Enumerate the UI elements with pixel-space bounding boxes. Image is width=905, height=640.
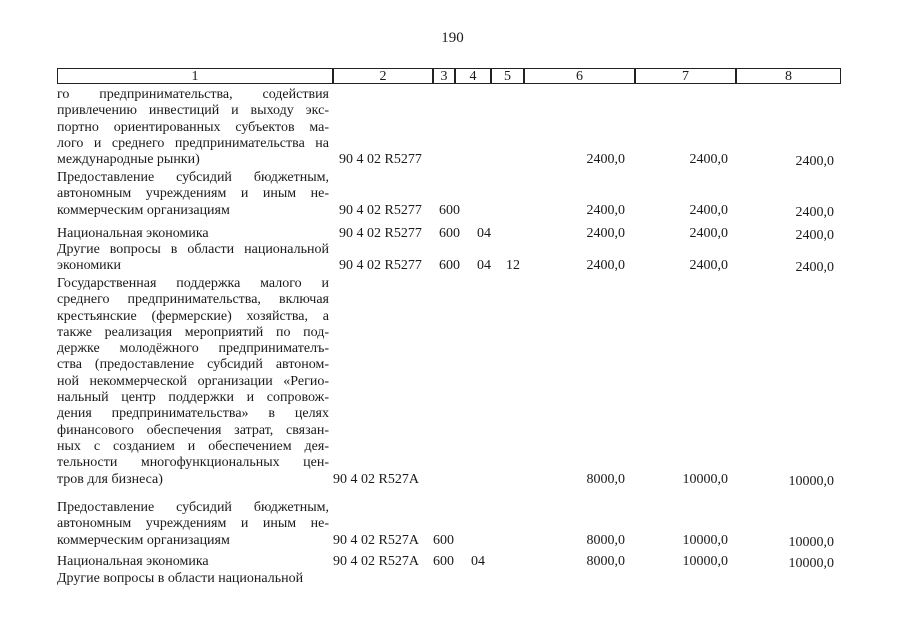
- amount-v8: 2400,0: [795, 204, 834, 220]
- amount-v6: 2400,0: [586, 258, 625, 274]
- header-cell-3: 3: [433, 68, 455, 84]
- amount-v7: 10000,0: [682, 471, 728, 487]
- description-line: ства (предоставление субсидий автоном-: [57, 357, 329, 373]
- target-code: 90 4 02 R527A: [333, 532, 419, 548]
- target-code: 90 4 02 R527A: [333, 471, 419, 487]
- amount-v7: 2400,0: [689, 258, 728, 274]
- description-line: ных с созданием и обеспечением дея-: [57, 438, 329, 454]
- code-c4: 04: [471, 554, 485, 569]
- row-description: [57, 571, 329, 587]
- code-c3: 600: [433, 532, 454, 548]
- row-description: [57, 554, 329, 570]
- amount-v7: 10000,0: [682, 532, 728, 548]
- description-line: Национальная экономика: [57, 554, 209, 569]
- row-description: [57, 226, 329, 242]
- description-line: крестьянские (фермерские) хозяйства, а: [57, 308, 329, 324]
- amount-v8: 2400,0: [795, 228, 834, 243]
- description-line: международные рынки): [57, 152, 200, 168]
- target-code: 90 4 02 R5277: [339, 202, 422, 218]
- description-line: Предоставление субсидий бюджетным,: [57, 500, 329, 515]
- target-code: 90 4 02 R5277: [339, 258, 422, 274]
- code-c4: 04: [477, 226, 491, 241]
- amount-v8: 10000,0: [788, 534, 834, 550]
- header-cell-8: 8: [736, 68, 841, 84]
- code-c3: 600: [439, 202, 460, 218]
- amount-v6: 8000,0: [586, 471, 625, 487]
- description-line: коммерческим организациям: [57, 202, 230, 218]
- amount-v6: 8000,0: [586, 554, 625, 569]
- description-line: го предпринимательства, содействия: [57, 87, 329, 102]
- row-description: [57, 276, 329, 488]
- description-line: Национальная экономика: [57, 226, 209, 241]
- header-cell-5: 5: [491, 68, 524, 84]
- row-description: [57, 242, 329, 275]
- row-description: [57, 500, 329, 549]
- amount-v8: 10000,0: [788, 556, 834, 571]
- description-line: автономным учреждениям и иным не-: [57, 516, 329, 532]
- header-cell-2: 2: [333, 68, 433, 84]
- target-code: 90 4 02 R527A: [333, 554, 419, 569]
- description-line: держке молодёжного предпринимателъ-: [57, 341, 329, 357]
- description-line: нальный центр поддержки и сопровож-: [57, 390, 329, 406]
- description-line: финансового обеспечения затрат, связан-: [57, 422, 329, 438]
- amount-v8: 10000,0: [788, 473, 834, 489]
- code-c4: 04: [477, 258, 491, 274]
- description-line: Другие вопросы в области национальной: [57, 571, 304, 586]
- target-code: 90 4 02 R5277: [339, 226, 422, 241]
- description-line: экономики: [57, 258, 121, 274]
- amount-v8: 2400,0: [795, 154, 834, 170]
- description-line: среднего предпринимательства, включая: [57, 292, 329, 308]
- amount-v6: 2400,0: [586, 202, 625, 218]
- row-description: [57, 87, 329, 168]
- code-c3: 600: [439, 258, 460, 274]
- description-line: автономным учреждениям и иным не-: [57, 186, 329, 202]
- page-number: 190: [441, 30, 464, 46]
- header-cell-4: 4: [455, 68, 491, 84]
- description-line: коммерческим организациям: [57, 532, 230, 548]
- description-line: портно ориентированных субъектов ма-: [57, 119, 329, 135]
- description-line: тров для бизнеса): [57, 471, 163, 487]
- header-cell-7: 7: [635, 68, 736, 84]
- description-line: также реализация мероприятий по под-: [57, 324, 329, 340]
- description-line: Другие вопросы в области национальной: [57, 242, 329, 257]
- description-line: дения предпринимательства» в целях: [57, 406, 329, 422]
- amount-v6: 8000,0: [586, 532, 625, 548]
- row-description: [57, 170, 329, 219]
- description-line: тельности многофункциональных цен-: [57, 455, 329, 471]
- description-line: Предоставление субсидий бюджетным,: [57, 170, 329, 185]
- description-line: Государственная поддержка малого и: [57, 276, 329, 291]
- amount-v7: 2400,0: [689, 226, 728, 241]
- description-line: привлечению инвестиций и выходу экс-: [57, 103, 329, 119]
- code-c5: 12: [506, 258, 520, 274]
- amount-v7: 2400,0: [689, 152, 728, 168]
- header-cell-6: 6: [524, 68, 635, 84]
- code-c3: 600: [439, 226, 460, 241]
- description-line: лого и среднего предпринимательства на: [57, 135, 329, 151]
- amount-v8: 2400,0: [795, 260, 834, 276]
- amount-v6: 2400,0: [586, 152, 625, 168]
- code-c3: 600: [433, 554, 454, 569]
- amount-v7: 2400,0: [689, 202, 728, 218]
- description-line: ной некоммерческой организации «Регио-: [57, 373, 329, 389]
- target-code: 90 4 02 R5277: [339, 152, 422, 168]
- header-cell-1: 1: [57, 68, 333, 84]
- amount-v6: 2400,0: [586, 226, 625, 241]
- amount-v7: 10000,0: [682, 554, 728, 569]
